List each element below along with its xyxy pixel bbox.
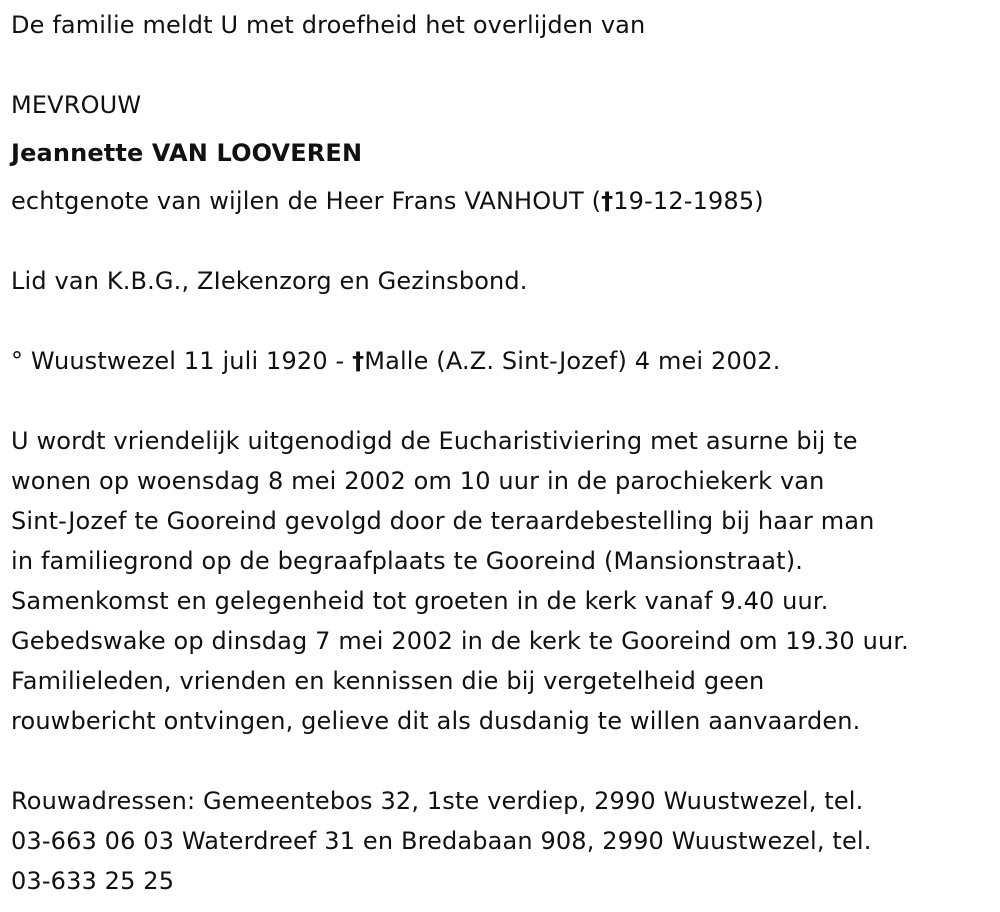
intro-text: De familie meldt U met droefheid het overlijden van — [11, 11, 646, 39]
deceased-name: Jeannette VAN LOOVEREN — [11, 139, 363, 167]
address-line: 03-633 25 25 — [11, 867, 175, 895]
invitation-line: in familiegrond op de begraafplaats te Gooreind (Mansionstraat). — [11, 547, 804, 575]
cross-icon: † — [601, 187, 614, 215]
birth-death-line — [11, 341, 780, 381]
spouse-prefix: echtgenote van wijlen de Heer Frans VANHOUT ( — [11, 187, 602, 215]
invitation-line: Gebedswake op dinsdag 7 mei 2002 in de kerk te Gooreind om 19.30 uur. — [11, 627, 909, 655]
address-line: 03-663 06 03 Waterdreef 31 en Bredabaan 908, 2990 Wuustwezel, tel. — [11, 827, 872, 855]
cross-icon: † — [352, 347, 365, 375]
invitation-line: wonen op woensdag 8 mei 2002 om 10 uur in de parochiekerk van — [11, 467, 825, 495]
spouse-date: 19-12-1985) — [613, 187, 764, 215]
honorific: MEVROUW — [11, 91, 142, 119]
birth-info: ° Wuustwezel 11 juli 1920 - — [11, 347, 353, 375]
invitation-line: Sint-Jozef te Gooreind gevolgd door de teraardebestelling bij haar man — [11, 507, 875, 535]
address-line: Rouwadressen: Gemeentebos 32, 1ste verdiep, 2990 Wuustwezel, tel. — [11, 787, 864, 815]
death-info: Malle (A.Z. Sint-Jozef) 4 mei 2002. — [364, 347, 781, 375]
membership-text: Lid van K.B.G., ZIekenzorg en Gezinsbond. — [11, 267, 528, 295]
invitation-line: U wordt vriendelijk uitgenodigd de Eucharistiviering met asurne bij te — [11, 427, 858, 455]
invitation-line: Familieleden, vrienden en kennissen die bij vergetelheid geen — [11, 667, 765, 695]
invitation-line: rouwbericht ontvingen, gelieve dit als dusdanig te willen aanvaarden. — [11, 707, 861, 735]
spouse-line — [11, 181, 764, 221]
invitation-line: Samenkomst en gelegenheid tot groeten in de kerk vanaf 9.40 uur. — [11, 587, 829, 615]
